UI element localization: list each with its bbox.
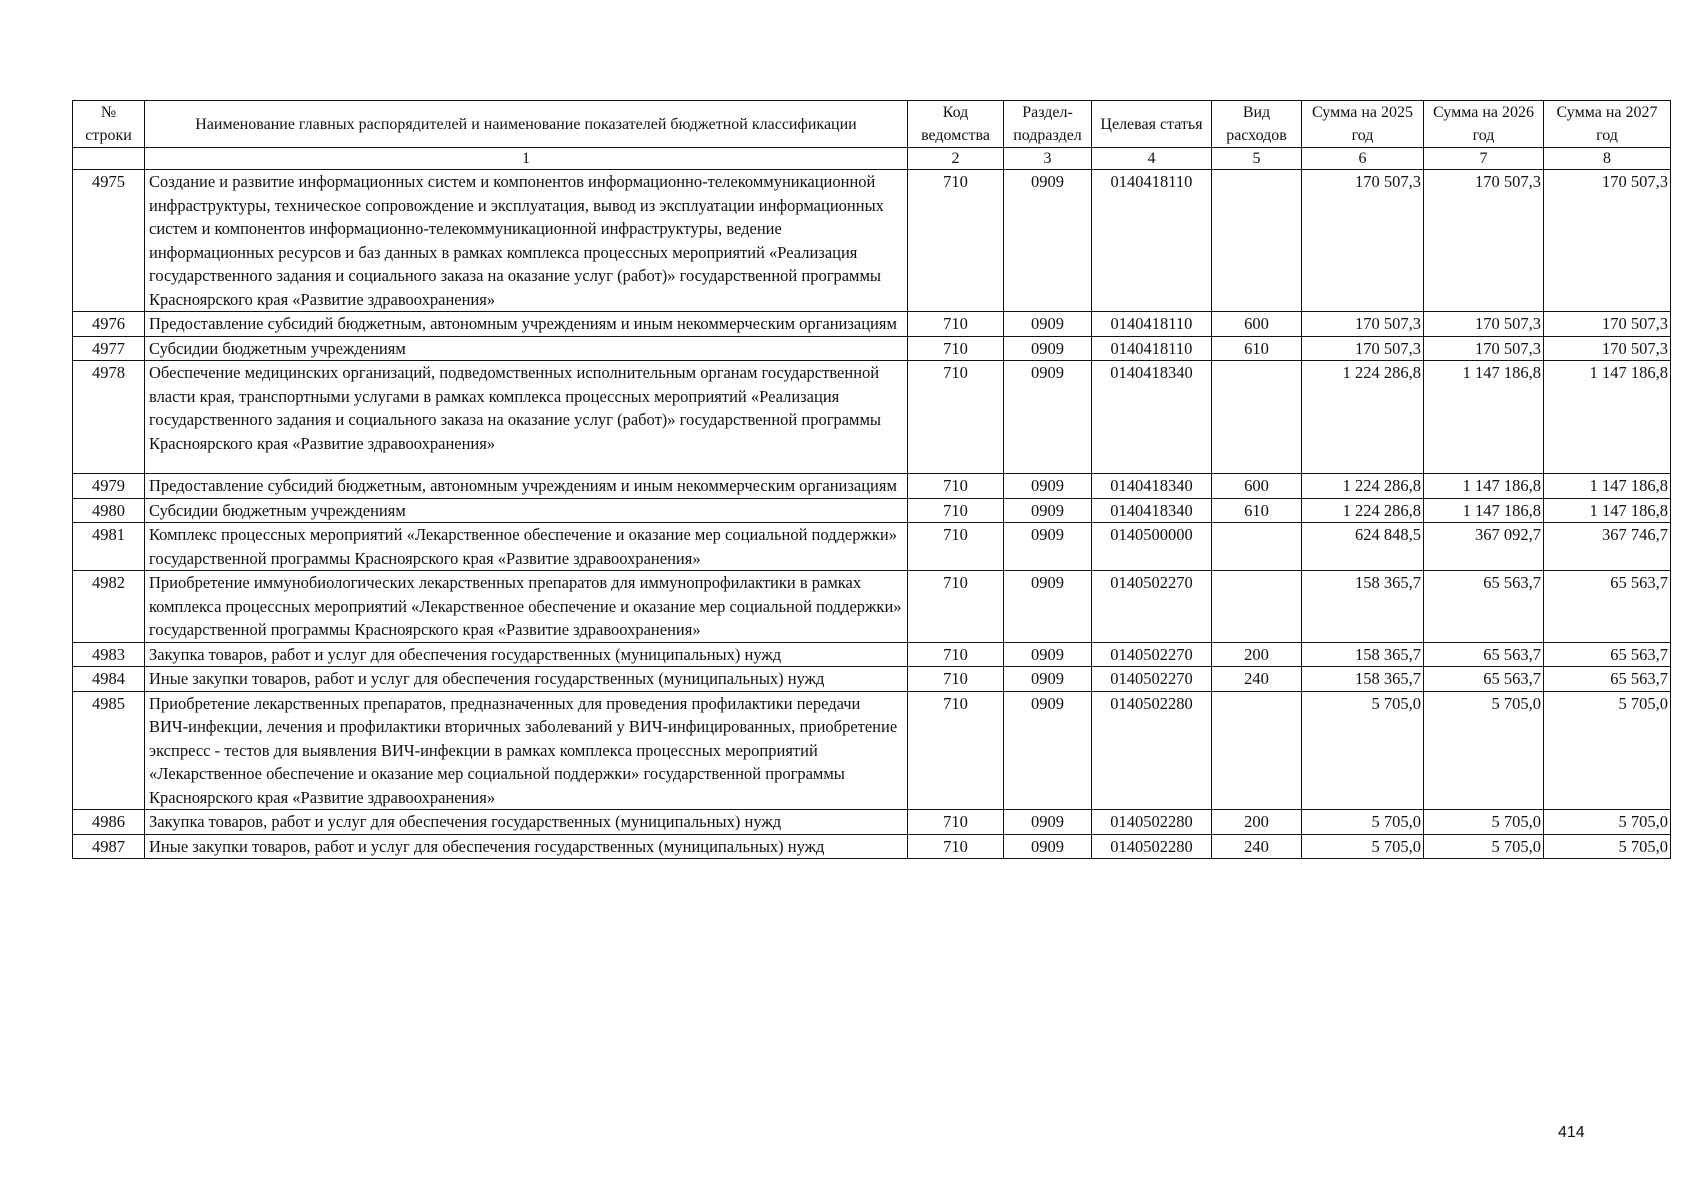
amount-2025: 5 705,0 (1302, 810, 1424, 835)
table-row (73, 361, 1671, 474)
row-number: 4976 (73, 312, 145, 337)
column-number: 4 (1092, 148, 1212, 170)
section-code: 0909 (1004, 312, 1092, 337)
row-number: 4979 (73, 474, 145, 499)
target-article: 0140502270 (1092, 667, 1212, 692)
row-number: 4982 (73, 571, 145, 643)
section-code: 0909 (1004, 498, 1092, 523)
amount-2027: 367 746,7 (1544, 523, 1671, 571)
table-row (73, 667, 1671, 692)
row-name: Иные закупки товаров, работ и услуг для обеспечения государственных (муниципальных) нужд (145, 834, 908, 859)
row-number: 4983 (73, 642, 145, 667)
section-code: 0909 (1004, 336, 1092, 361)
column-number: 2 (908, 148, 1004, 170)
row-name: Субсидии бюджетным учреждениям (145, 336, 908, 361)
row-number: 4975 (73, 170, 145, 312)
row-number: 4986 (73, 810, 145, 835)
table-row (73, 474, 1671, 499)
column-number (73, 148, 145, 170)
department-code: 710 (908, 810, 1004, 835)
amount-2025: 158 365,7 (1302, 571, 1424, 643)
table-row (73, 170, 1671, 312)
amount-2027: 1 147 186,8 (1544, 474, 1671, 499)
target-article: 0140418110 (1092, 336, 1212, 361)
expense-type: 610 (1212, 336, 1302, 361)
target-article: 0140502270 (1092, 642, 1212, 667)
row-number: 4985 (73, 691, 145, 810)
row-number: 4984 (73, 667, 145, 692)
header-cell: Код ведомства (908, 101, 1004, 148)
department-code: 710 (908, 361, 1004, 474)
column-number: 8 (1544, 148, 1671, 170)
expense-type: 610 (1212, 498, 1302, 523)
section-code: 0909 (1004, 810, 1092, 835)
header-cell: Целевая статья (1092, 101, 1212, 148)
amount-2025: 170 507,3 (1302, 312, 1424, 337)
section-code: 0909 (1004, 361, 1092, 474)
amount-2026: 5 705,0 (1424, 834, 1544, 859)
expense-type: 200 (1212, 810, 1302, 835)
amount-2027: 1 147 186,8 (1544, 361, 1671, 474)
amount-2025: 158 365,7 (1302, 642, 1424, 667)
amount-2025: 1 224 286,8 (1302, 498, 1424, 523)
table-row (73, 834, 1671, 859)
amount-2027: 65 563,7 (1544, 571, 1671, 643)
section-code: 0909 (1004, 642, 1092, 667)
target-article: 0140502280 (1092, 834, 1212, 859)
amount-2026: 65 563,7 (1424, 571, 1544, 643)
target-article: 0140418340 (1092, 361, 1212, 474)
amount-2027: 170 507,3 (1544, 336, 1671, 361)
amount-2026: 170 507,3 (1424, 170, 1544, 312)
section-code: 0909 (1004, 523, 1092, 571)
department-code: 710 (908, 571, 1004, 643)
amount-2026: 170 507,3 (1424, 312, 1544, 337)
row-name: Закупка товаров, работ и услуг для обеспечения государственных (муниципальных) нужд (145, 642, 908, 667)
column-number: 6 (1302, 148, 1424, 170)
table-row (73, 691, 1671, 810)
department-code: 710 (908, 474, 1004, 499)
section-code: 0909 (1004, 691, 1092, 810)
table-row (73, 523, 1671, 571)
amount-2026: 65 563,7 (1424, 667, 1544, 692)
amount-2025: 624 848,5 (1302, 523, 1424, 571)
amount-2025: 170 507,3 (1302, 336, 1424, 361)
row-number: 4981 (73, 523, 145, 571)
target-article: 0140418340 (1092, 498, 1212, 523)
table-row (73, 312, 1671, 337)
table-row (73, 498, 1671, 523)
page-number: 414 (1558, 1124, 1585, 1141)
target-article: 0140418110 (1092, 170, 1212, 312)
amount-2025: 158 365,7 (1302, 667, 1424, 692)
table-body (73, 170, 1671, 859)
expense-type: 240 (1212, 834, 1302, 859)
row-name: Закупка товаров, работ и услуг для обеспечения государственных (муниципальных) нужд (145, 810, 908, 835)
row-number: 4987 (73, 834, 145, 859)
amount-2025: 1 224 286,8 (1302, 361, 1424, 474)
row-name: Комплекс процессных мероприятий «Лекарственное обеспечение и оказание мер социальной поддержки» государственной программы Красноярского края «Развитие здравоохранения» (145, 523, 908, 571)
column-number: 1 (145, 148, 908, 170)
column-number: 3 (1004, 148, 1092, 170)
row-name: Обеспечение медицинских организаций, подведомственных исполнительным органам государственной власти края, транспортными услугами в рамках комплекса процессных мероприятий «Реализация государственного задания и социального заказа на оказание услуг (работ)» государственной программы Красноярского края «Развитие здравоохранения» (145, 361, 908, 474)
amount-2025: 5 705,0 (1302, 691, 1424, 810)
department-code: 710 (908, 170, 1004, 312)
column-number: 5 (1212, 148, 1302, 170)
header-cell: Раздел-подраздел (1004, 101, 1092, 148)
expense-type (1212, 361, 1302, 474)
section-code: 0909 (1004, 170, 1092, 312)
header-cell: № строки (73, 101, 145, 148)
row-name: Субсидии бюджетным учреждениям (145, 498, 908, 523)
row-name: Предоставление субсидий бюджетным, автономным учреждениям и иным некоммерческим организациям (145, 312, 908, 337)
row-number: 4977 (73, 336, 145, 361)
amount-2025: 5 705,0 (1302, 834, 1424, 859)
amount-2027: 5 705,0 (1544, 834, 1671, 859)
row-name: Создание и развитие информационных систем и компонентов информационно-телекоммуникационной инфраструктуры, техническое сопровождение и эксплуатация, вывод из эксплуатации информационных систем и компонентов информационно-телекоммуникационной инфраструктуры, ведение информационных ресурсов и баз данных в рамках комплекса процессных мероприятий «Реализация государственного задания и социального заказа на оказание услуг (работ)» государственной программы Красноярского края «Развитие здравоохранения» (145, 170, 908, 312)
table-row (73, 810, 1671, 835)
header-cell: Сумма на 2026 год (1424, 101, 1544, 148)
expense-type (1212, 170, 1302, 312)
table-row (73, 571, 1671, 643)
amount-2027: 5 705,0 (1544, 810, 1671, 835)
target-article: 0140418110 (1092, 312, 1212, 337)
amount-2026: 1 147 186,8 (1424, 474, 1544, 499)
header-cell: Наименование главных распорядителей и наименование показателей бюджетной классификации (145, 101, 908, 148)
amount-2025: 1 224 286,8 (1302, 474, 1424, 499)
expense-type: 600 (1212, 474, 1302, 499)
budget-sheet (72, 100, 1670, 859)
column-number-row (73, 148, 1671, 170)
department-code: 710 (908, 667, 1004, 692)
header-cell: Вид расходов (1212, 101, 1302, 148)
amount-2026: 1 147 186,8 (1424, 498, 1544, 523)
target-article: 0140502280 (1092, 810, 1212, 835)
expense-type (1212, 523, 1302, 571)
department-code: 710 (908, 498, 1004, 523)
table-row (73, 642, 1671, 667)
column-number: 7 (1424, 148, 1544, 170)
amount-2026: 65 563,7 (1424, 642, 1544, 667)
row-number: 4978 (73, 361, 145, 474)
amount-2026: 5 705,0 (1424, 810, 1544, 835)
row-number: 4980 (73, 498, 145, 523)
expense-type: 200 (1212, 642, 1302, 667)
department-code: 710 (908, 312, 1004, 337)
amount-2026: 5 705,0 (1424, 691, 1544, 810)
target-article: 0140502280 (1092, 691, 1212, 810)
amount-2027: 170 507,3 (1544, 312, 1671, 337)
budget-table (72, 100, 1671, 859)
row-name: Приобретение иммунобиологических лекарственных препаратов для иммунопрофилактики в рамках комплекса процессных мероприятий «Лекарственное обеспечение и оказание мер социальной поддержки» государственной программы Красноярского края «Развитие здравоохранения» (145, 571, 908, 643)
section-code: 0909 (1004, 474, 1092, 499)
expense-type: 240 (1212, 667, 1302, 692)
table-row (73, 336, 1671, 361)
row-name: Иные закупки товаров, работ и услуг для обеспечения государственных (муниципальных) нужд (145, 667, 908, 692)
department-code: 710 (908, 336, 1004, 361)
amount-2027: 65 563,7 (1544, 667, 1671, 692)
section-code: 0909 (1004, 571, 1092, 643)
amount-2027: 170 507,3 (1544, 170, 1671, 312)
header-cell: Сумма на 2025 год (1302, 101, 1424, 148)
amount-2026: 1 147 186,8 (1424, 361, 1544, 474)
expense-type: 600 (1212, 312, 1302, 337)
department-code: 710 (908, 523, 1004, 571)
department-code: 710 (908, 691, 1004, 810)
section-code: 0909 (1004, 667, 1092, 692)
expense-type (1212, 571, 1302, 643)
target-article: 0140500000 (1092, 523, 1212, 571)
amount-2026: 170 507,3 (1424, 336, 1544, 361)
header-cell: Сумма на 2027 год (1544, 101, 1671, 148)
target-article: 0140418340 (1092, 474, 1212, 499)
target-article: 0140502270 (1092, 571, 1212, 643)
department-code: 710 (908, 642, 1004, 667)
header-row (73, 101, 1671, 148)
amount-2026: 367 092,7 (1424, 523, 1544, 571)
amount-2027: 65 563,7 (1544, 642, 1671, 667)
row-name: Приобретение лекарственных препаратов, предназначенных для проведения профилактики передачи ВИЧ-инфекции, лечения и профилактики вторичных заболеваний у ВИЧ-инфицированных, приобретение экспресс - тестов для выявления ВИЧ-инфекции в рамках комплекса процессных мероприятий «Лекарственное обеспечение и оказание мер социальной поддержки» государственной программы Красноярского края «Развитие здравоохранения» (145, 691, 908, 810)
amount-2027: 5 705,0 (1544, 691, 1671, 810)
row-name: Предоставление субсидий бюджетным, автономным учреждениям и иным некоммерческим организациям (145, 474, 908, 499)
amount-2027: 1 147 186,8 (1544, 498, 1671, 523)
expense-type (1212, 691, 1302, 810)
section-code: 0909 (1004, 834, 1092, 859)
department-code: 710 (908, 834, 1004, 859)
amount-2025: 170 507,3 (1302, 170, 1424, 312)
